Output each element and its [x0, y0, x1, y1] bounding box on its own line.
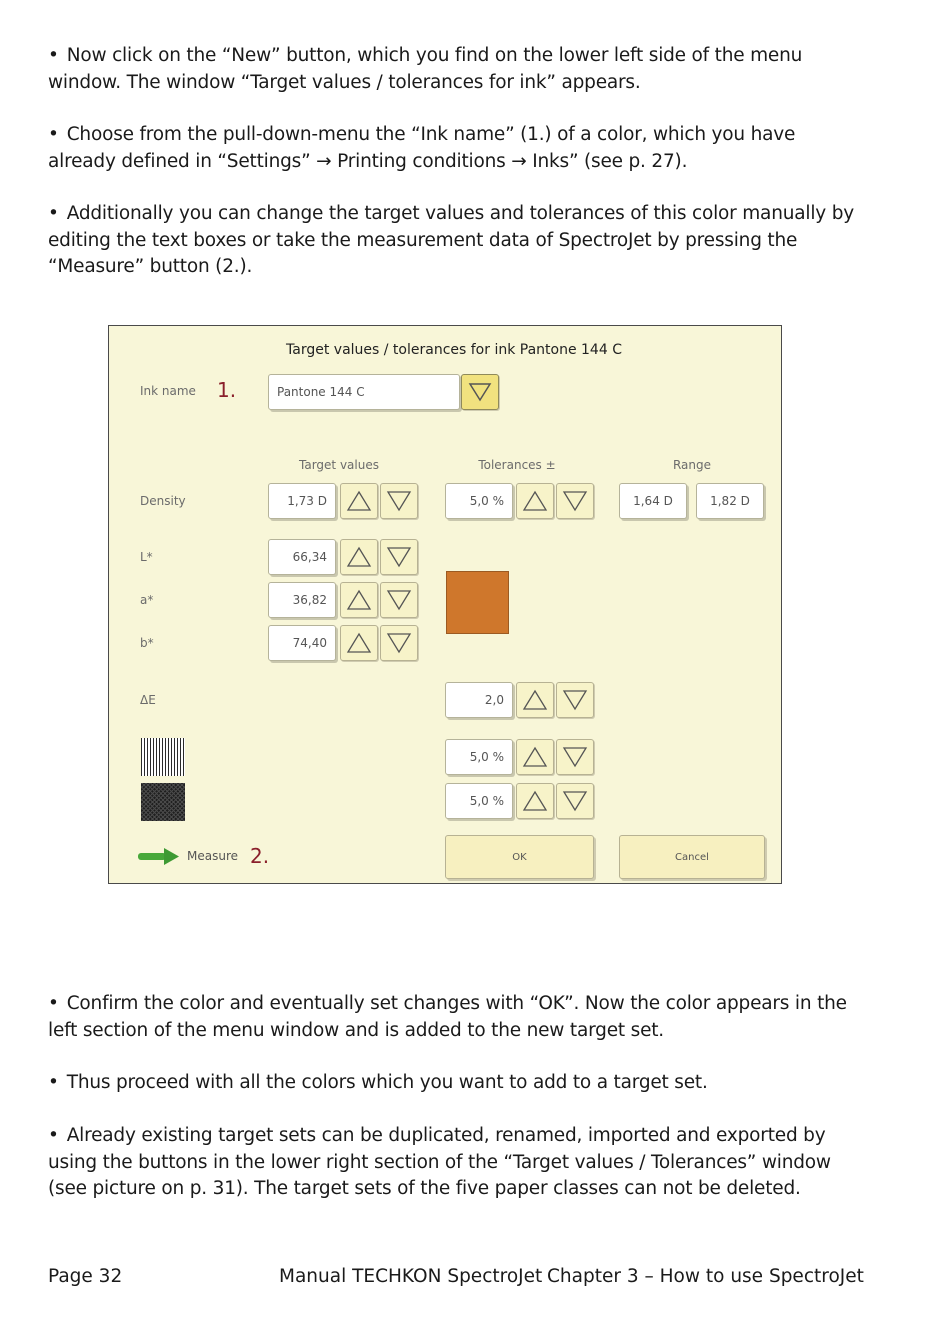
triangle-down-icon — [386, 545, 412, 569]
pattern1-up-button[interactable] — [516, 739, 554, 775]
footer-manual-title: Manual TECHKON SpectroJet — [279, 1266, 543, 1287]
target-values-dialog — [108, 325, 782, 884]
triangle-down-icon — [562, 489, 588, 513]
header-tolerances: Tolerances ± — [478, 458, 556, 472]
paragraph-text: Additionally you can change the target values and tolerances of this color manually by editing the text boxes or take the measurement data of SpectroJet by pressing the “Measure” button (2.). — [48, 203, 854, 277]
paragraph-ink-name — [48, 122, 868, 175]
arrow-right-icon — [138, 847, 180, 865]
triangle-down-icon — [562, 688, 588, 712]
a-star-field[interactable]: 36,82 — [268, 582, 336, 618]
header-target-values: Target values — [299, 458, 379, 472]
ink-name-select[interactable]: Pantone 144 C — [268, 374, 460, 410]
paragraph-text: Choose from the pull-down-menu the “Ink name” (1.) of a color, which you have already defined in “Settings” → Printing conditions → Inks” (see p. 27). — [48, 124, 796, 172]
paragraph-text: Already existing target sets can be duplicated, renamed, imported and exported by using the buttons in the lower right section of the “Target values / Tolerances” window (see picture on p. 31). The target sets of the five paper classes can not be deleted. — [48, 1125, 831, 1199]
triangle-up-icon — [522, 489, 548, 513]
pattern2-up-button[interactable] — [516, 783, 554, 819]
footer-page-number: Page 32 — [48, 1266, 123, 1287]
density-tolerance-up-button[interactable] — [516, 483, 554, 519]
paragraph-confirm — [48, 991, 868, 1044]
paragraph-new-button — [48, 43, 868, 96]
b-star-up-button[interactable] — [340, 625, 378, 661]
ink-name-label: Ink name — [140, 384, 196, 398]
range-min-field: 1,64 D — [619, 483, 687, 519]
density-target-field[interactable]: 1,73 D — [268, 483, 336, 519]
bullet: • — [48, 1072, 59, 1093]
line-pattern-icon — [141, 738, 185, 776]
l-star-field[interactable]: 66,34 — [268, 539, 336, 575]
callout-1: 1. — [217, 378, 237, 402]
paragraph-proceed — [48, 1070, 868, 1097]
triangle-down-icon — [386, 631, 412, 655]
b-star-label: b* — [140, 636, 154, 650]
color-swatch — [446, 571, 509, 634]
a-star-down-button[interactable] — [380, 582, 418, 618]
triangle-up-icon — [346, 545, 372, 569]
density-tolerance-field[interactable]: 5,0 % — [445, 483, 513, 519]
triangle-up-icon — [522, 745, 548, 769]
measure-label: Measure — [187, 849, 238, 863]
paragraph-text: Now click on the “New” button, which you find on the lower left side of the menu window. The window “Target values / tolerances for ink” appears. — [48, 45, 803, 93]
density-label: Density — [140, 494, 186, 508]
triangle-down-icon — [386, 588, 412, 612]
bullet: • — [48, 203, 59, 224]
density-target-up-button[interactable] — [340, 483, 378, 519]
l-star-up-button[interactable] — [340, 539, 378, 575]
triangle-down-icon — [386, 489, 412, 513]
delta-e-down-button[interactable] — [556, 682, 594, 718]
density-tolerance-down-button[interactable] — [556, 483, 594, 519]
callout-2: 2. — [250, 844, 270, 868]
paragraph-text: Thus proceed with all the colors which you want to add to a target set. — [66, 1072, 708, 1093]
b-star-field[interactable]: 74,40 — [268, 625, 336, 661]
delta-e-up-button[interactable] — [516, 682, 554, 718]
ok-button[interactable]: OK — [445, 835, 594, 879]
paragraph-additionally — [48, 201, 868, 281]
range-max-field: 1,82 D — [696, 483, 764, 519]
bullet: • — [48, 45, 59, 66]
pattern1-down-button[interactable] — [556, 739, 594, 775]
pattern2-down-button[interactable] — [556, 783, 594, 819]
l-star-label: L* — [140, 550, 153, 564]
pattern2-tolerance-field[interactable]: 5,0 % — [445, 783, 513, 819]
triangle-up-icon — [346, 588, 372, 612]
triangle-down-icon — [562, 745, 588, 769]
a-star-label: a* — [140, 593, 154, 607]
triangle-up-icon — [346, 489, 372, 513]
dialog-title: Target values / tolerances for ink Pantone 144 C — [286, 342, 622, 358]
delta-e-tolerance-field[interactable]: 2,0 — [445, 682, 513, 718]
l-star-down-button[interactable] — [380, 539, 418, 575]
bullet: • — [48, 124, 59, 145]
measure-button[interactable] — [138, 847, 238, 865]
bullet: • — [48, 1125, 59, 1146]
chevron-down-icon — [467, 381, 493, 403]
triangle-up-icon — [522, 688, 548, 712]
bullet: • — [48, 993, 59, 1014]
cancel-button[interactable]: Cancel — [619, 835, 765, 879]
b-star-down-button[interactable] — [380, 625, 418, 661]
footer-chapter: Chapter 3 – How to use SpectroJet — [547, 1266, 864, 1287]
pattern1-tolerance-field[interactable]: 5,0 % — [445, 739, 513, 775]
triangle-up-icon — [346, 631, 372, 655]
triangle-up-icon — [522, 789, 548, 813]
a-star-up-button[interactable] — [340, 582, 378, 618]
ink-name-dropdown-button[interactable] — [461, 374, 499, 410]
delta-e-label: ΔE — [140, 693, 156, 707]
triangle-down-icon — [562, 789, 588, 813]
density-target-down-button[interactable] — [380, 483, 418, 519]
header-range: Range — [672, 458, 712, 472]
paragraph-text: Confirm the color and eventually set changes with “OK”. Now the color appears in the left section of the menu window and is added to the new target set. — [48, 993, 847, 1041]
paragraph-existing-sets — [48, 1123, 868, 1203]
solid-pattern-icon — [141, 783, 185, 821]
